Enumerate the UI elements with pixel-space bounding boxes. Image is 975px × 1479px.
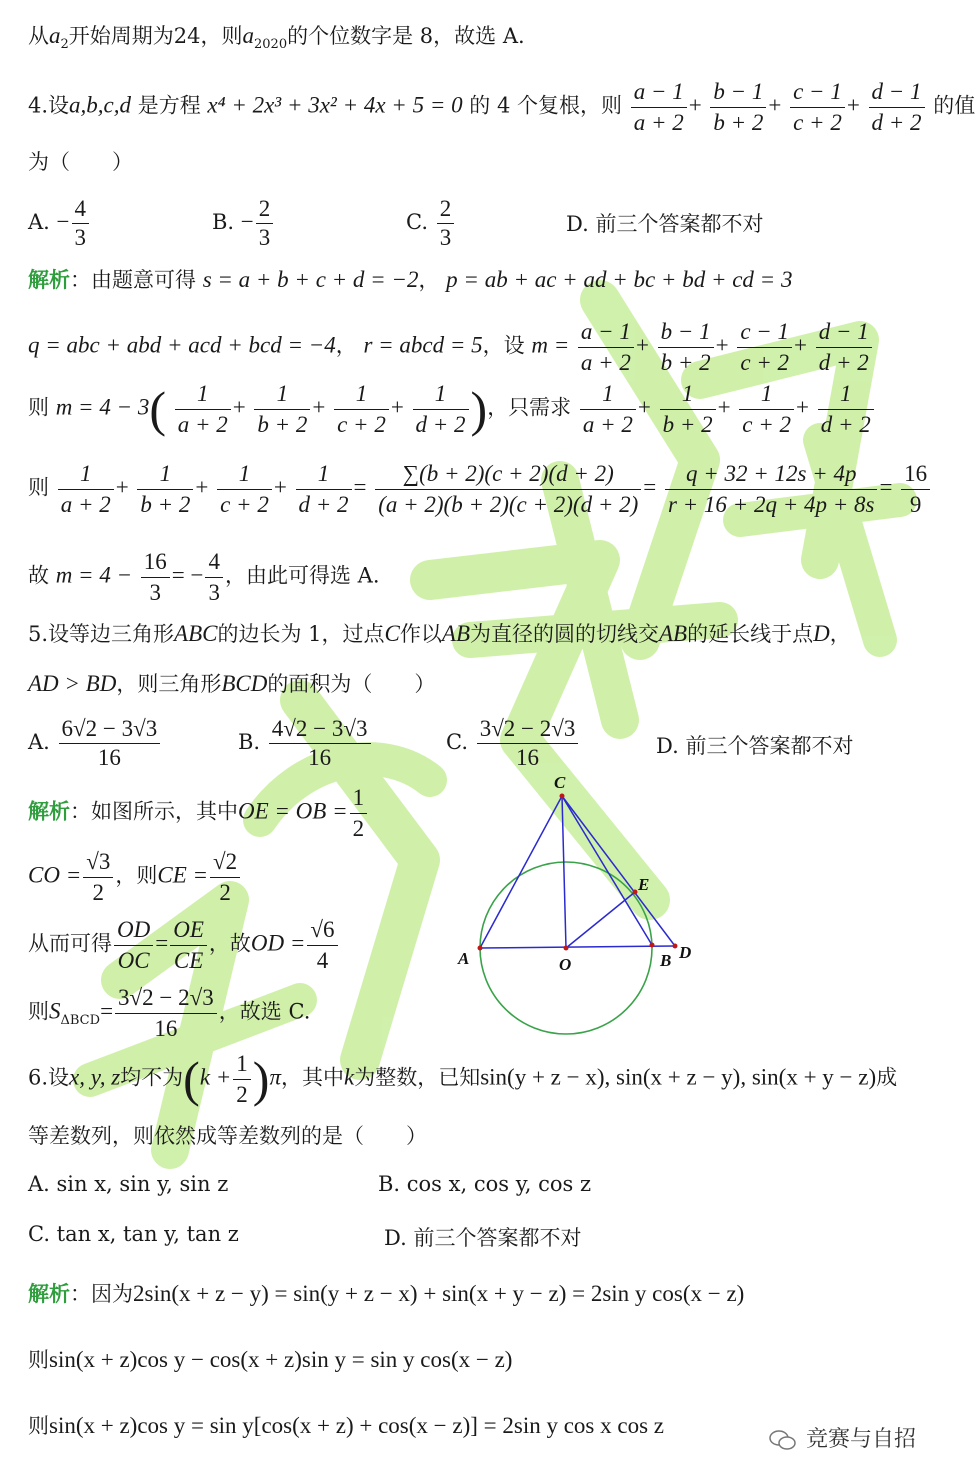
- option-d: D. 前三个答案都不对: [384, 1226, 582, 1250]
- text: ，只需求: [487, 395, 572, 420]
- equation: = −: [171, 562, 204, 588]
- text: ，: [829, 622, 851, 646]
- numerator: √2: [210, 848, 240, 878]
- fraction: [350, 784, 368, 842]
- solution-4-line1: [28, 266, 792, 294]
- option-label: C.: [406, 210, 428, 234]
- option-b: [238, 716, 373, 771]
- fraction: [233, 1050, 251, 1108]
- option-a: A. sin x, sin y, sin z: [28, 1172, 229, 1196]
- text: 的值: [926, 93, 975, 118]
- numerator: a − 1: [578, 318, 634, 348]
- equals: =: [155, 930, 169, 956]
- denominator: 4: [316, 947, 329, 973]
- numerator: 1: [660, 380, 716, 410]
- equation: p = ab + ac + ad + bc + bd + cd = 3: [446, 267, 793, 292]
- question-4-line2: 为（ ）: [28, 150, 133, 174]
- equation: k +: [199, 1064, 232, 1090]
- fraction: [137, 460, 193, 518]
- fraction: [869, 78, 925, 136]
- option-b: B. cos x, cos y, cos z: [378, 1172, 592, 1196]
- text: 成: [876, 1065, 898, 1090]
- fraction: [737, 318, 792, 376]
- fraction: [254, 380, 310, 438]
- option-c: [406, 196, 456, 251]
- numerator: 1: [254, 380, 310, 410]
- denominator: a + 2: [582, 411, 633, 437]
- denominator: 16: [97, 745, 121, 770]
- var: AB: [659, 621, 688, 646]
- numerator: b − 1: [658, 318, 714, 348]
- fraction: [59, 716, 161, 771]
- denominator: a + 2: [633, 109, 684, 135]
- fraction: [437, 196, 455, 251]
- fraction: [256, 196, 274, 251]
- option-d: D. 前三个答案都不对: [656, 734, 854, 758]
- fraction: [660, 380, 716, 438]
- solution-5-line3: [28, 916, 340, 974]
- fraction: [296, 460, 352, 518]
- numerator: 1: [580, 380, 636, 410]
- denominator: 16: [516, 745, 540, 770]
- solution-label: 解析: [28, 798, 70, 824]
- equation: m = 4 − 3: [55, 394, 150, 420]
- numerator: 1: [233, 1050, 251, 1080]
- fraction: [477, 716, 579, 771]
- denominator: b + 2: [713, 109, 764, 135]
- point-O: [564, 946, 569, 951]
- option-d: D. 前三个答案都不对: [566, 212, 764, 236]
- text: 6.设: [28, 1065, 70, 1090]
- denominator: OC: [117, 947, 150, 973]
- vars: x, y, z: [69, 1064, 121, 1090]
- var-a: a: [49, 23, 61, 48]
- numerator: 3√2 − 2√3: [115, 984, 217, 1014]
- text: ，则: [115, 863, 158, 888]
- var: BCD: [221, 671, 268, 696]
- numerator: 1: [413, 380, 469, 410]
- text: ：由题意可得: [70, 268, 203, 292]
- text: 的延长线于点: [687, 622, 814, 646]
- line-conclusion-q3: [28, 22, 525, 53]
- equation: m = 4 −: [55, 562, 133, 588]
- label-E: E: [638, 875, 650, 894]
- segment-CB: [562, 796, 652, 945]
- denominator: 3: [439, 225, 452, 250]
- denominator: 16: [154, 1015, 178, 1041]
- option-label: B.: [238, 730, 261, 754]
- denominator: 3: [258, 225, 271, 250]
- subscript: 2020: [254, 37, 288, 53]
- denominator: d + 2: [820, 411, 871, 437]
- text: 的边长为 1，过点: [217, 622, 385, 646]
- numerator: OE: [170, 916, 207, 946]
- denominator: d + 2: [871, 109, 922, 135]
- option-label: A.: [28, 210, 50, 234]
- segment-CD: [562, 796, 675, 946]
- option-c: C. tan x, tan y, tan z: [28, 1222, 239, 1246]
- denominator: a + 2: [60, 491, 111, 517]
- vars: a,b,c,d: [69, 92, 132, 118]
- solution-label: 解析: [28, 267, 70, 292]
- denominator: 2: [352, 815, 365, 841]
- var-a: a: [242, 23, 255, 48]
- solution-4-line4: 则 $\frac{1}{a + 2}$ + $\frac{1}{b + 2}$ + $\frac{1}{c + 2}$ + $\frac{1}{d + 2}$ = $\frac{\sum(b + 2)(c + 2)(d + 2)}{(a + 2)(b + 2)(c + 2)(d + 2)}$ = $\frac{q + 32 + 12s + 4p}{r + 16 + 2q + 4p + 8s}$ = $\frac{16}{9}$: [28, 460, 932, 518]
- label-B: B: [660, 951, 672, 970]
- question-5-line1: [28, 620, 851, 648]
- denominator: CE: [173, 947, 204, 973]
- fraction: [83, 848, 113, 906]
- denominator: r + 16 + 2q + 4p + 8s: [667, 491, 875, 517]
- sign: −: [56, 209, 70, 234]
- text: 的面积为（ ）: [267, 672, 436, 696]
- text: ，由此可得选 A.: [224, 563, 380, 588]
- text: 故: [28, 563, 56, 588]
- denominator: 16: [308, 745, 332, 770]
- text: ，故选 C.: [218, 999, 311, 1024]
- fraction: [205, 548, 223, 606]
- numerator: 1: [818, 380, 874, 410]
- denominator: 2: [219, 879, 231, 905]
- denominator: c + 2: [337, 411, 386, 437]
- denominator: d + 2: [415, 411, 466, 437]
- fraction: [665, 460, 877, 518]
- equation: AD > BD: [28, 671, 117, 696]
- denominator: 3: [74, 225, 87, 250]
- numerator: 4: [205, 548, 223, 578]
- option-label: C.: [446, 730, 468, 754]
- fraction: [72, 196, 90, 251]
- equation: sin(x + z)cos y = sin y[cos(x + z) + cos(x − z)] = 2sin y cos x cos z: [49, 1413, 665, 1438]
- fraction: [375, 460, 641, 518]
- solution-5-line4: [28, 984, 310, 1042]
- fraction: [413, 380, 469, 438]
- numerator: 1: [334, 380, 389, 410]
- fraction: [901, 460, 930, 518]
- denominator: a + 2: [177, 411, 228, 437]
- text: 则: [28, 1348, 49, 1372]
- solution-6-line1: [28, 1280, 744, 1308]
- var: AB: [441, 621, 470, 646]
- fraction: [580, 380, 636, 438]
- solution-4-line5: [28, 548, 380, 606]
- text: 为整数，已知: [354, 1065, 481, 1090]
- fraction: [631, 78, 687, 136]
- solution-label: 解析: [28, 1281, 70, 1306]
- pi: π: [269, 1064, 281, 1090]
- fraction: [790, 78, 845, 136]
- numerator: 1: [58, 460, 114, 490]
- denominator: 2: [236, 1081, 248, 1107]
- fraction: [739, 380, 794, 438]
- equation: OD =: [250, 930, 306, 956]
- numerator: √6: [307, 916, 337, 946]
- denominator: 9: [909, 491, 922, 517]
- fraction: [58, 460, 114, 518]
- equation: CE =: [157, 862, 209, 888]
- fraction: [269, 716, 371, 771]
- brand-tag: [768, 1422, 916, 1453]
- numerator: 3√2 − 2√3: [477, 716, 579, 744]
- text: 则: [28, 999, 49, 1024]
- label-C: C: [554, 773, 566, 792]
- text: ：如图所示，其中: [70, 799, 238, 824]
- equation: sin(x + z)cos y − cos(x + z)sin y = sin y cos(x − z): [49, 1347, 513, 1372]
- numerator: 1: [296, 460, 352, 490]
- solution-4-line2: q = abc + abd + acd + bcd = −4， r = abcd = 5，设 m = $\frac{a - 1}{a + 2}$ + $\frac{b - 1}{b + 2}$ + $\frac{c - 1}{c + 2}$ + $\frac{d - 1}{d + 2}$: [28, 318, 874, 376]
- text: 则: [28, 1414, 49, 1438]
- denominator: (a + 2)(b + 2)(c + 2)(d + 2): [378, 491, 639, 517]
- denominator: 3: [149, 579, 162, 605]
- text: ，: [335, 333, 364, 358]
- solution-6-line2: [28, 1346, 512, 1374]
- numerator: 1: [739, 380, 794, 410]
- question-4-line1: 4.设a,b,c,d 是方程 x⁴ + 2x³ + 3x² + 4x + 5 = 0 的 4 个复根，则 $\frac{a - 1}{a + 2}$ + $\frac{b - 1}{b + 2}$ + $\frac{c - 1}{c + 2}$ + $\frac{d - 1}{d + 2}$ 的值: [28, 79, 975, 135]
- denominator: c + 2: [793, 109, 842, 135]
- sign: −: [240, 209, 254, 234]
- segment-CA: [480, 796, 562, 948]
- denominator: 3: [208, 579, 220, 605]
- numerator: 4√2 − 3√3: [269, 716, 371, 744]
- option-a: [28, 716, 162, 771]
- equation: CO =: [28, 862, 82, 888]
- text: 的个位数字是 8，故选 A.: [287, 24, 525, 48]
- equation: x⁴ + 2x³ + 3x² + 4x + 5 = 0: [207, 92, 463, 118]
- fraction: [818, 380, 874, 438]
- denominator: a + 2: [580, 349, 631, 375]
- option-c: [446, 716, 580, 771]
- text: ，: [418, 268, 447, 292]
- numerator: 2: [437, 196, 455, 224]
- fraction: [141, 548, 170, 606]
- option-label: A.: [28, 730, 50, 754]
- numerator: 1: [217, 460, 272, 490]
- denominator: b + 2: [660, 349, 711, 375]
- label-A: A: [458, 949, 470, 968]
- numerator: ∑(b + 2)(c + 2)(d + 2): [375, 460, 641, 490]
- text: 作以: [399, 622, 442, 646]
- equals: =: [100, 998, 114, 1024]
- denominator: c + 2: [740, 349, 790, 375]
- text: 从: [28, 24, 49, 48]
- numerator: d − 1: [816, 318, 872, 348]
- numerator: 1: [137, 460, 193, 490]
- label-D: D: [679, 943, 692, 962]
- equation: q = abc + abd + acd + bcd = −4: [28, 332, 336, 358]
- denominator: c + 2: [742, 411, 792, 437]
- text: ，设: [482, 333, 532, 358]
- denominator: c + 2: [220, 491, 269, 517]
- equation: S: [49, 998, 61, 1024]
- solution-6-line3: [28, 1412, 664, 1440]
- equation: 2sin(x + z − y) = sin(y + z − x) + sin(x + y − z) = 2sin y cos(x − z): [133, 1281, 745, 1306]
- label-O: O: [559, 955, 572, 974]
- solution-5-line1: [28, 784, 369, 842]
- fraction: [114, 916, 153, 974]
- point-C: [560, 794, 565, 799]
- question-number: 4.设: [28, 93, 70, 118]
- fraction: [175, 380, 231, 438]
- var: C: [384, 621, 400, 646]
- brand-text: 竞赛与自招: [806, 1427, 917, 1452]
- geometry-figure: [458, 770, 710, 1040]
- segment-CO: [562, 796, 566, 948]
- text: 是方程: [131, 93, 208, 118]
- text: 均不为: [120, 1065, 184, 1090]
- equation: m =: [531, 332, 570, 358]
- denominator: d + 2: [818, 349, 869, 375]
- equation: sin(y + z − x), sin(x + z − y), sin(x + y − z): [480, 1064, 877, 1090]
- wechat-icon: [768, 1429, 798, 1451]
- numerator: 1: [350, 784, 368, 814]
- numerator: 16: [141, 548, 170, 578]
- numerator: d − 1: [869, 78, 925, 108]
- segment-OE: [566, 892, 635, 948]
- numerator: q + 32 + 12s + 4p: [665, 460, 877, 490]
- numerator: 16: [901, 460, 930, 490]
- solution-5-line2: [28, 848, 242, 906]
- point-A: [478, 946, 483, 951]
- text: 为直径的圆的切线交: [470, 622, 659, 646]
- fraction: [210, 848, 240, 906]
- fraction: [217, 460, 272, 518]
- denominator: b + 2: [662, 411, 713, 437]
- numerator: c − 1: [737, 318, 792, 348]
- numerator: √3: [83, 848, 113, 878]
- text: 则: [28, 475, 49, 500]
- denominator: b + 2: [140, 491, 191, 517]
- numerator: 1: [175, 380, 231, 410]
- text: ：因为: [70, 1282, 133, 1306]
- text: 的 4 个复根，则: [462, 93, 622, 118]
- point-E: [633, 890, 638, 895]
- numerator: a − 1: [631, 78, 687, 108]
- numerator: b − 1: [710, 78, 766, 108]
- question-6-line2: 等差数列，则依然成等差数列的是（ ）: [28, 1124, 427, 1148]
- fraction: [578, 318, 634, 376]
- fraction: [115, 984, 217, 1042]
- numerator: OD: [114, 916, 153, 946]
- option-a: [28, 196, 91, 251]
- var: ABC: [174, 621, 218, 646]
- equation: OE = OB =: [238, 798, 348, 824]
- numerator: c − 1: [790, 78, 845, 108]
- text: 从而可得: [28, 931, 112, 956]
- denominator: b + 2: [257, 411, 308, 437]
- denominator: 2: [92, 879, 105, 905]
- option-b: [212, 196, 275, 251]
- fraction: [816, 318, 872, 376]
- text: ，则三角形: [116, 672, 222, 696]
- text: 5.设等边三角形: [28, 622, 175, 646]
- fraction: [307, 916, 337, 974]
- numerator: 2: [256, 196, 274, 224]
- equation: r = abcd = 5: [363, 332, 483, 358]
- segment-AD: [480, 946, 675, 948]
- numerator: 6√2 − 3√3: [59, 716, 161, 744]
- text: ，其中: [280, 1065, 344, 1090]
- equation: s = a + b + c + d = −2: [202, 267, 419, 292]
- point-D: [673, 944, 678, 949]
- text: 则: [28, 395, 56, 420]
- fraction: [658, 318, 714, 376]
- fraction: [710, 78, 766, 136]
- question-6-line1: 6.设x, y, z均不为(k + $\frac{1}{2}$ )π，其中k为整数，已知sin(y + z − x), sin(x + z − y), sin(x + y − z)成: [28, 1051, 898, 1108]
- text: ，故: [208, 931, 251, 956]
- var: D: [813, 621, 830, 646]
- subscript: ΔBCD: [60, 1012, 101, 1028]
- text: 开始周期为24，则: [68, 24, 243, 48]
- point-B: [650, 943, 655, 948]
- question-5-line2: [28, 670, 435, 698]
- numerator: 4: [72, 196, 90, 224]
- denominator: d + 2: [298, 491, 349, 517]
- var: k: [343, 1064, 355, 1090]
- fraction: [334, 380, 389, 438]
- fraction: [170, 916, 207, 974]
- solution-4-line3: 则 m = 4 − 3( $\frac{1}{a + 2}$ + $\frac{1}{b + 2}$ + $\frac{1}{c + 2}$ + $\frac{1}{d + 2}$ )，只需求 $\frac{1}{a + 2}$ + $\frac{1}{b + 2}$ + $\frac{1}{c + 2}$ + $\frac{1}{d + 2}$: [28, 380, 876, 438]
- subscript: 2: [60, 37, 69, 53]
- option-label: B.: [212, 210, 235, 234]
